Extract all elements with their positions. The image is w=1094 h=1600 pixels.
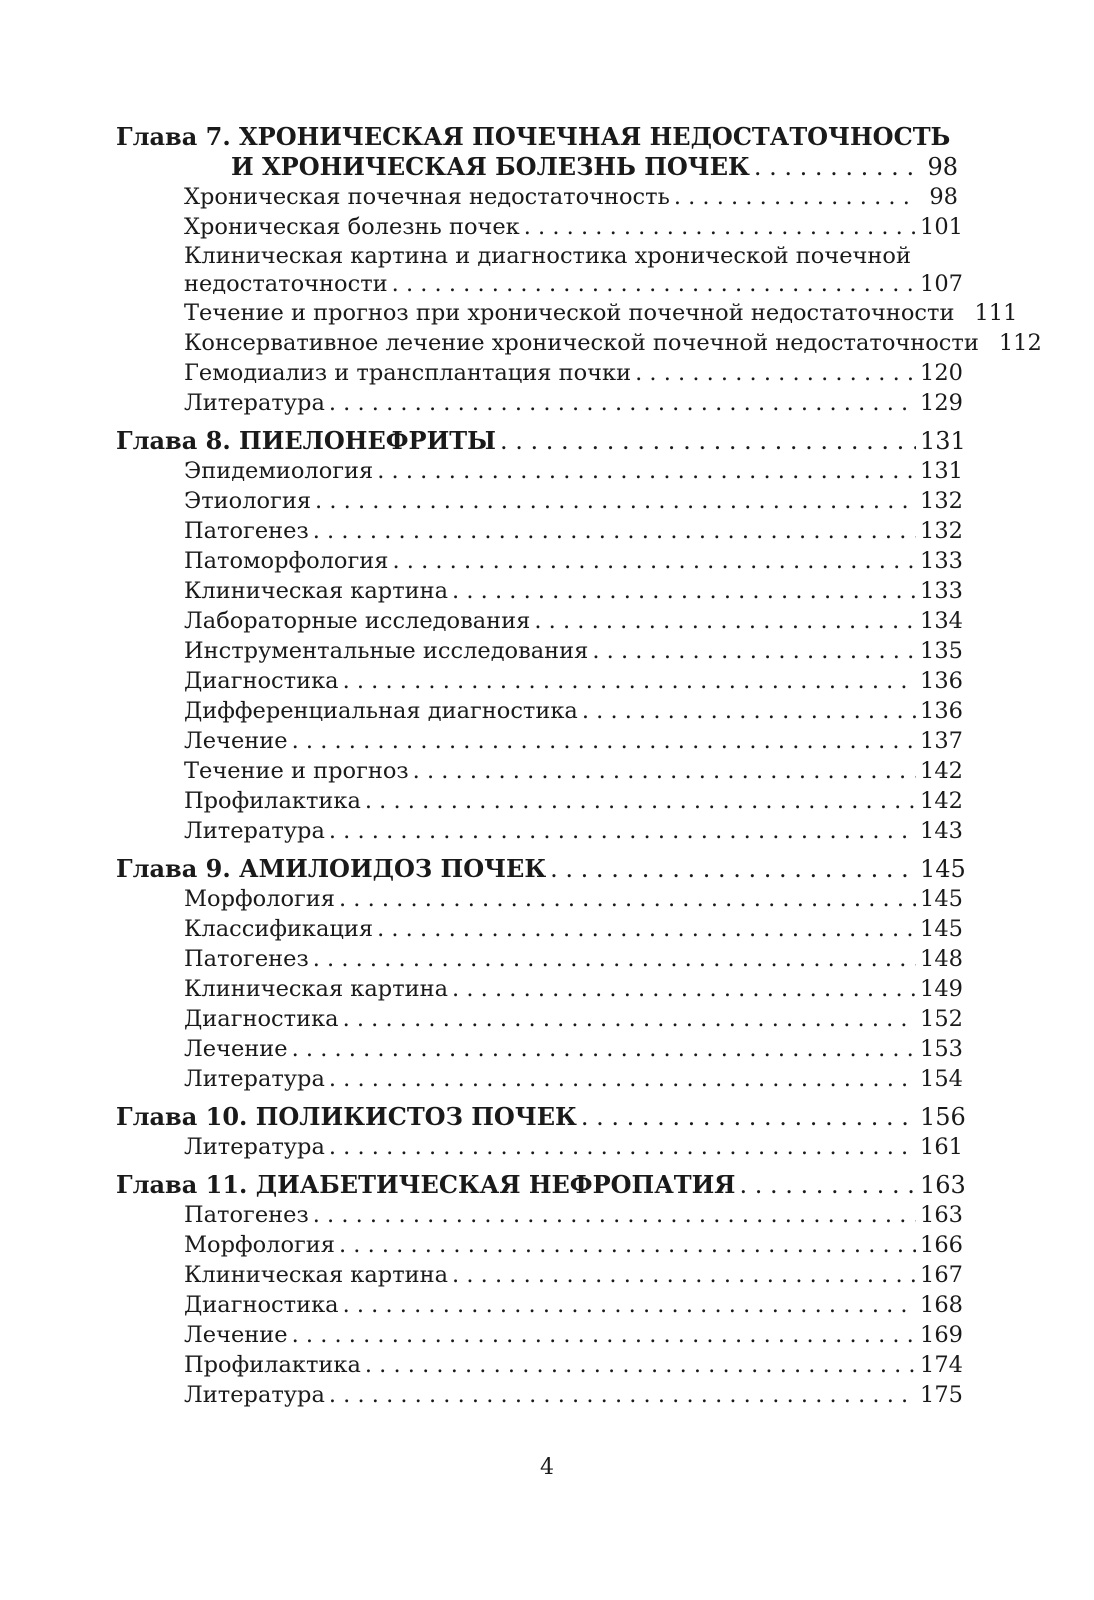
- toc-entry-title: Профилактика: [184, 788, 361, 814]
- toc-entry-title: Лабораторные исследования: [184, 608, 531, 634]
- toc-entry-title: Патогенез: [184, 946, 309, 972]
- toc-entry-title: Классификация: [184, 916, 374, 942]
- toc-entry: [116, 358, 963, 388]
- toc-entry-page: 132: [920, 488, 963, 514]
- toc-entry-title: Лечение: [184, 1036, 288, 1062]
- toc-entry-page: 135: [920, 638, 963, 664]
- toc-entry-multiline-first: [116, 242, 958, 270]
- toc-entry: [116, 974, 963, 1004]
- toc-entry: [116, 1004, 963, 1034]
- dot-leader: [452, 974, 916, 1004]
- toc-entry: [116, 546, 963, 576]
- dot-leader: [739, 1170, 916, 1200]
- toc-entry: [116, 666, 963, 696]
- toc-entry-title: Литература: [184, 818, 325, 844]
- toc-entry-page: 142: [920, 788, 963, 814]
- chapter-11-heading: [116, 1170, 966, 1200]
- toc-entry-page: 149: [920, 976, 963, 1002]
- toc-entry-page: 136: [920, 668, 963, 694]
- toc-entry-title: Консервативное лечение хронической почечной недостаточности: [184, 330, 979, 356]
- toc-entry-page: 133: [920, 578, 963, 604]
- toc-entry: [116, 1260, 963, 1290]
- page-number: 4: [540, 1455, 554, 1480]
- toc-entry: [116, 1034, 963, 1064]
- toc-entry-page: 129: [920, 390, 963, 416]
- toc-entry-page: 167: [920, 1262, 963, 1288]
- toc-entry: [116, 636, 963, 666]
- toc-entry-page: 154: [920, 1066, 963, 1092]
- toc-entry-title: Эпидемиология: [184, 458, 374, 484]
- toc-entry: [116, 816, 963, 846]
- dot-leader: [592, 636, 916, 666]
- toc-entry: [116, 606, 963, 636]
- toc-entry-page: 175: [920, 1382, 963, 1408]
- toc-entry-title: Литература: [184, 1134, 325, 1160]
- dot-leader: [313, 944, 916, 974]
- dot-leader: [377, 456, 916, 486]
- toc-entry-page: 132: [920, 518, 963, 544]
- toc-entry: [116, 486, 963, 516]
- chapter-7-title-line-1: Глава 7. ХРОНИЧЕСКАЯ ПОЧЕЧНАЯ НЕДОСТАТОЧНОСТЬ: [116, 122, 951, 151]
- chapter-9-heading: [116, 854, 966, 884]
- toc-entry: [116, 1200, 963, 1230]
- toc-entry: [116, 456, 963, 486]
- toc-entry: [116, 1380, 963, 1410]
- dot-leader: [550, 854, 916, 884]
- toc-entry-page: 143: [920, 818, 963, 844]
- toc-entry-title: Диагностика: [184, 668, 339, 694]
- chapter-10: [116, 1102, 966, 1162]
- toc-entry-title: Гемодиализ и трансплантация почки: [184, 360, 632, 386]
- toc-entry: [116, 1290, 963, 1320]
- toc-entry-title: Морфология: [184, 886, 335, 912]
- dot-leader: [292, 1320, 916, 1350]
- toc-entry: [116, 328, 1042, 358]
- chapter-7-page: 98: [927, 153, 958, 181]
- chapter-9: [116, 854, 966, 1094]
- toc-entry: [116, 1064, 963, 1094]
- toc-entry-title-continued: недостаточности: [184, 271, 388, 297]
- toc-entry-title: Клиническая картина и диагностика хронической почечной: [184, 243, 911, 269]
- dot-leader: [524, 212, 916, 242]
- toc-entry-title: Хроническая почечная недостаточность: [184, 184, 670, 210]
- toc-entry-page: 161: [920, 1134, 963, 1160]
- dot-leader: [365, 786, 916, 816]
- toc-entry-title: Литература: [184, 390, 325, 416]
- toc-entry: [116, 726, 963, 756]
- toc-entry-page: 163: [920, 1202, 963, 1228]
- toc-entry-title: Лечение: [184, 728, 288, 754]
- toc-entry-page: 112: [998, 330, 1042, 356]
- toc-entry: [116, 756, 963, 786]
- toc-entry-page: 168: [920, 1292, 963, 1318]
- dot-leader: [329, 816, 916, 846]
- toc-entry-title: Диагностика: [184, 1292, 339, 1318]
- chapter-8-heading: [116, 426, 966, 456]
- toc-entry-title: Литература: [184, 1066, 325, 1092]
- dot-leader: [754, 152, 916, 182]
- toc-entry-page: 153: [920, 1036, 963, 1062]
- chapter-10-page: 156: [920, 1103, 966, 1131]
- chapter-11-page: 163: [920, 1171, 966, 1199]
- toc-entry-page: 111: [974, 300, 1018, 326]
- dot-leader: [315, 486, 916, 516]
- dot-leader: [343, 666, 916, 696]
- toc-entry: [116, 516, 963, 546]
- dot-leader: [377, 914, 916, 944]
- toc-entry: [116, 1350, 963, 1380]
- dot-leader: [582, 696, 916, 726]
- toc-entry-title: Хроническая болезнь почек: [184, 214, 520, 240]
- toc-entry: [116, 1320, 963, 1350]
- dot-leader: [452, 1260, 916, 1290]
- toc-entry-page: 134: [920, 608, 963, 634]
- toc-entry: [116, 388, 963, 418]
- dot-leader: [674, 182, 916, 212]
- toc-entry-page: 145: [920, 916, 963, 942]
- dot-leader: [329, 388, 916, 418]
- chapter-11: [116, 1170, 966, 1410]
- toc-entry-page: 169: [920, 1322, 963, 1348]
- dot-leader: [581, 1102, 916, 1132]
- toc-entry-page: 98: [929, 184, 958, 210]
- dot-leader: [292, 1034, 916, 1064]
- toc-entry-page: 152: [920, 1006, 963, 1032]
- dot-leader: [339, 1230, 916, 1260]
- toc-entry-page: 137: [920, 728, 963, 754]
- toc-entry-title: Дифференциальная диагностика: [184, 698, 578, 724]
- toc-entry-title: Лечение: [184, 1322, 288, 1348]
- toc-entry-page: 166: [920, 1232, 963, 1258]
- dot-leader: [534, 606, 916, 636]
- toc-entry-title: Клиническая картина: [184, 578, 449, 604]
- toc-entry-page: 107: [920, 271, 963, 297]
- chapter-7-title-line-2: И ХРОНИЧЕСКАЯ БОЛЕЗНЬ ПОЧЕК: [231, 152, 750, 181]
- chapter-8-title: Глава 8. ПИЕЛОНЕФРИТЫ: [116, 426, 496, 455]
- toc-entry: [116, 212, 963, 242]
- dot-leader: [329, 1380, 916, 1410]
- dot-leader: [392, 546, 916, 576]
- toc-entry: [116, 576, 963, 606]
- chapter-8: [116, 426, 966, 846]
- toc-entry-title: Этиология: [184, 488, 312, 514]
- chapter-10-title: Глава 10. ПОЛИКИСТОЗ ПОЧЕК: [116, 1102, 577, 1131]
- toc-entry-page: 120: [920, 360, 963, 386]
- toc-entry: [116, 182, 958, 212]
- dot-leader: [329, 1132, 916, 1162]
- toc-entry-title: Инструментальные исследования: [184, 638, 589, 664]
- chapter-7-heading-line-2: [116, 152, 958, 182]
- dot-leader: [339, 884, 916, 914]
- chapter-9-page: 145: [920, 855, 966, 883]
- toc-entry-title: Течение и прогноз: [184, 758, 409, 784]
- dot-leader: [343, 1290, 916, 1320]
- toc-entry: [116, 914, 963, 944]
- toc-entry: [116, 1230, 963, 1260]
- toc-entry-title: Клиническая картина: [184, 1262, 449, 1288]
- toc-entry-page: 131: [920, 458, 963, 484]
- dot-leader: [313, 516, 916, 546]
- toc-entry: [116, 696, 963, 726]
- dot-leader: [392, 270, 916, 298]
- toc-entry: [116, 1132, 963, 1162]
- toc-entry-page: 145: [920, 886, 963, 912]
- chapter-11-title: Глава 11. ДИАБЕТИЧЕСКАЯ НЕФРОПАТИЯ: [116, 1170, 736, 1199]
- toc-entry: [116, 786, 963, 816]
- toc-entry: [116, 298, 1018, 328]
- chapter-9-title: Глава 9. АМИЛОИДОЗ ПОЧЕК: [116, 854, 547, 883]
- toc-entry-title: Профилактика: [184, 1352, 361, 1378]
- toc-entry-title: Патогенез: [184, 1202, 309, 1228]
- chapter-7-heading-line-1: [116, 122, 958, 152]
- toc-entry-title: Патогенез: [184, 518, 309, 544]
- toc-entry-page: 142: [920, 758, 963, 784]
- dot-leader: [500, 426, 916, 456]
- toc-entry-page: 101: [920, 214, 963, 240]
- toc-entry-multiline-second: [116, 270, 963, 298]
- dot-leader: [413, 756, 916, 786]
- chapter-7: [116, 122, 1042, 418]
- dot-leader: [313, 1200, 916, 1230]
- toc-entry-page: 174: [920, 1352, 963, 1378]
- toc-entry-title: Морфология: [184, 1232, 335, 1258]
- dot-leader: [292, 726, 916, 756]
- toc-entry-title: Клиническая картина: [184, 976, 449, 1002]
- toc-entry-page: 133: [920, 548, 963, 574]
- chapter-8-page: 131: [920, 427, 966, 455]
- toc-entry-page: 136: [920, 698, 963, 724]
- dot-leader: [365, 1350, 916, 1380]
- toc-entry-title: Диагностика: [184, 1006, 339, 1032]
- toc-entry: [116, 944, 963, 974]
- toc-entry-title: Течение и прогноз при хронической почечной недостаточности: [184, 300, 955, 326]
- toc-entry-title: Литература: [184, 1382, 325, 1408]
- dot-leader: [452, 576, 916, 606]
- dot-leader: [343, 1004, 916, 1034]
- table-of-contents: [116, 122, 1042, 1414]
- dot-leader: [329, 1064, 916, 1094]
- toc-entry-page: 148: [920, 946, 963, 972]
- toc-entry-title: Патоморфология: [184, 548, 389, 574]
- toc-entry: [116, 884, 963, 914]
- dot-leader: [635, 358, 916, 388]
- chapter-10-heading: [116, 1102, 966, 1132]
